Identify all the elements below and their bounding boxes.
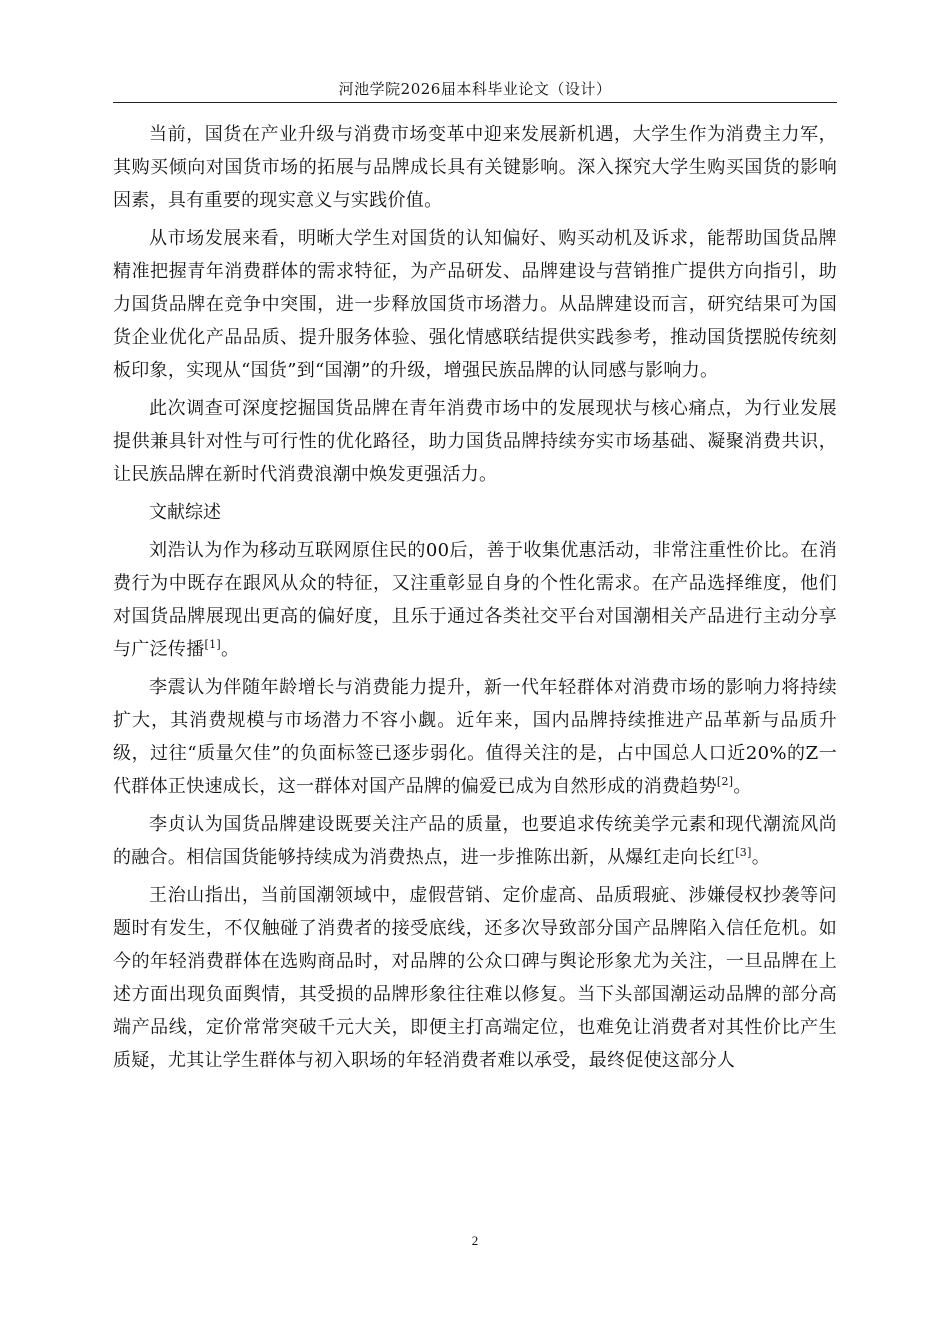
paragraph-survey-purpose: 此次调查可深度挖掘国货品牌在青年消费市场中的发展现状与核心痛点，为行业发展提供兼具针对性与可行性的优化路径，助力国货品牌持续夯实市场基础、凝聚消费共识，让民族品牌在新时代消费浪潮中焕发更强活力。 bbox=[113, 398, 837, 485]
paragraph-text: 李贞认为国货品牌建设既要关注产品的质量，也要追求传统美学元素和现代潮流风尚的融合。相信国货能够持续成为消费热点，进一步推陈出新，从爆红走向长红 bbox=[113, 814, 837, 868]
page-number: 2 bbox=[471, 1233, 479, 1248]
paragraph-li-zhen-2 bbox=[113, 808, 837, 874]
paragraph-wang-zhishan: 王治山指出，当前国潮领域中，虚假营销、定价虚高、品质瑕疵、涉嫌侵权抄袭等问题时有发生，不仅触碰了消费者的接受底线，还多次导致部分国产品牌陷入信任危机。如今的年轻消费群体在选购商品时，对品牌的公众口碑与舆论形象尤为关注，一旦品牌在上述方面出现负面舆情，其受损的品牌形象往往难以修复。当下头部国潮运动品牌的部分高端产品线，定价常常突破千元大关，即便主打高端定位，也难免让消费者对其性价比产生质疑，尤其让学生群体与初入职场的年轻消费者难以承受，最终促使这部分人 bbox=[113, 885, 837, 1071]
section-heading-literature-review: 文献综述 bbox=[149, 502, 221, 523]
paragraph-market-development: 从市场发展来看，明晰大学生对国货的认知偏好、购买动机及诉求，能帮助国货品牌精准把握青年消费群体的需求特征，为产品研发、品牌建设与营销推广提供方向指引，助力国货品牌在竞争中突围，进一步释放国货市场潜力。从品牌建设而言，研究结果可为国货企业优化产品品质、提升服务体验、强化情感联结提供实践参考，推动国货摆脱传统刻板印象，实现从“国货”到“国潮”的升级，增强民族品牌的认同感与影响力。 bbox=[113, 228, 837, 381]
paragraph-end: 。 bbox=[751, 847, 770, 868]
paragraph-text: 刘浩认为作为移动互联网原住民的00后，善于收集优惠活动，非常注重性价比。在消费行为中既存在跟风从众的特征，又注重彰显自身的个性化需求。在产品选择维度，他们对国货品牌展现出更高的偏好度，且乐于通过各类社交平台对国潮相关产品进行主动分享与广泛传播 bbox=[113, 540, 837, 660]
paragraph-end: 。 bbox=[733, 776, 752, 797]
citation-ref: [1] bbox=[204, 638, 221, 651]
paragraph-significance: 当前，国货在产业升级与消费市场变革中迎来发展新机遇，大学生作为消费主力军，其购买倾向对国货市场的拓展与品牌成长具有关键影响。深入探究大学生购买国货的影响因素，具有重要的现实意义与实践价值。 bbox=[113, 124, 837, 211]
running-header: 河池学院2026届本科毕业论文（设计） bbox=[338, 80, 612, 98]
paragraph-liu-hao bbox=[113, 534, 837, 666]
header-rule bbox=[113, 102, 837, 103]
paragraph-text: 李震认为伴随年龄增长与消费能力提升，新一代年轻群体对消费市场的影响力将持续扩大，其消费规模与市场潜力不容小觑。近年来，国内品牌持续推进产品革新与品质升级，过往“质量欠佳”的负面标签已逐步弱化。值得关注的是，占中国总人口近20%的Z一代群体正快速成长，这一群体对国产品牌的偏爱已成为自然形成的消费趋势 bbox=[113, 677, 837, 797]
paragraph-li-zhen-1 bbox=[113, 671, 837, 803]
citation-ref: [2] bbox=[716, 775, 734, 788]
document-body bbox=[113, 118, 837, 1082]
citation-ref: [3] bbox=[735, 846, 752, 859]
paragraph-end: 。 bbox=[220, 639, 240, 660]
